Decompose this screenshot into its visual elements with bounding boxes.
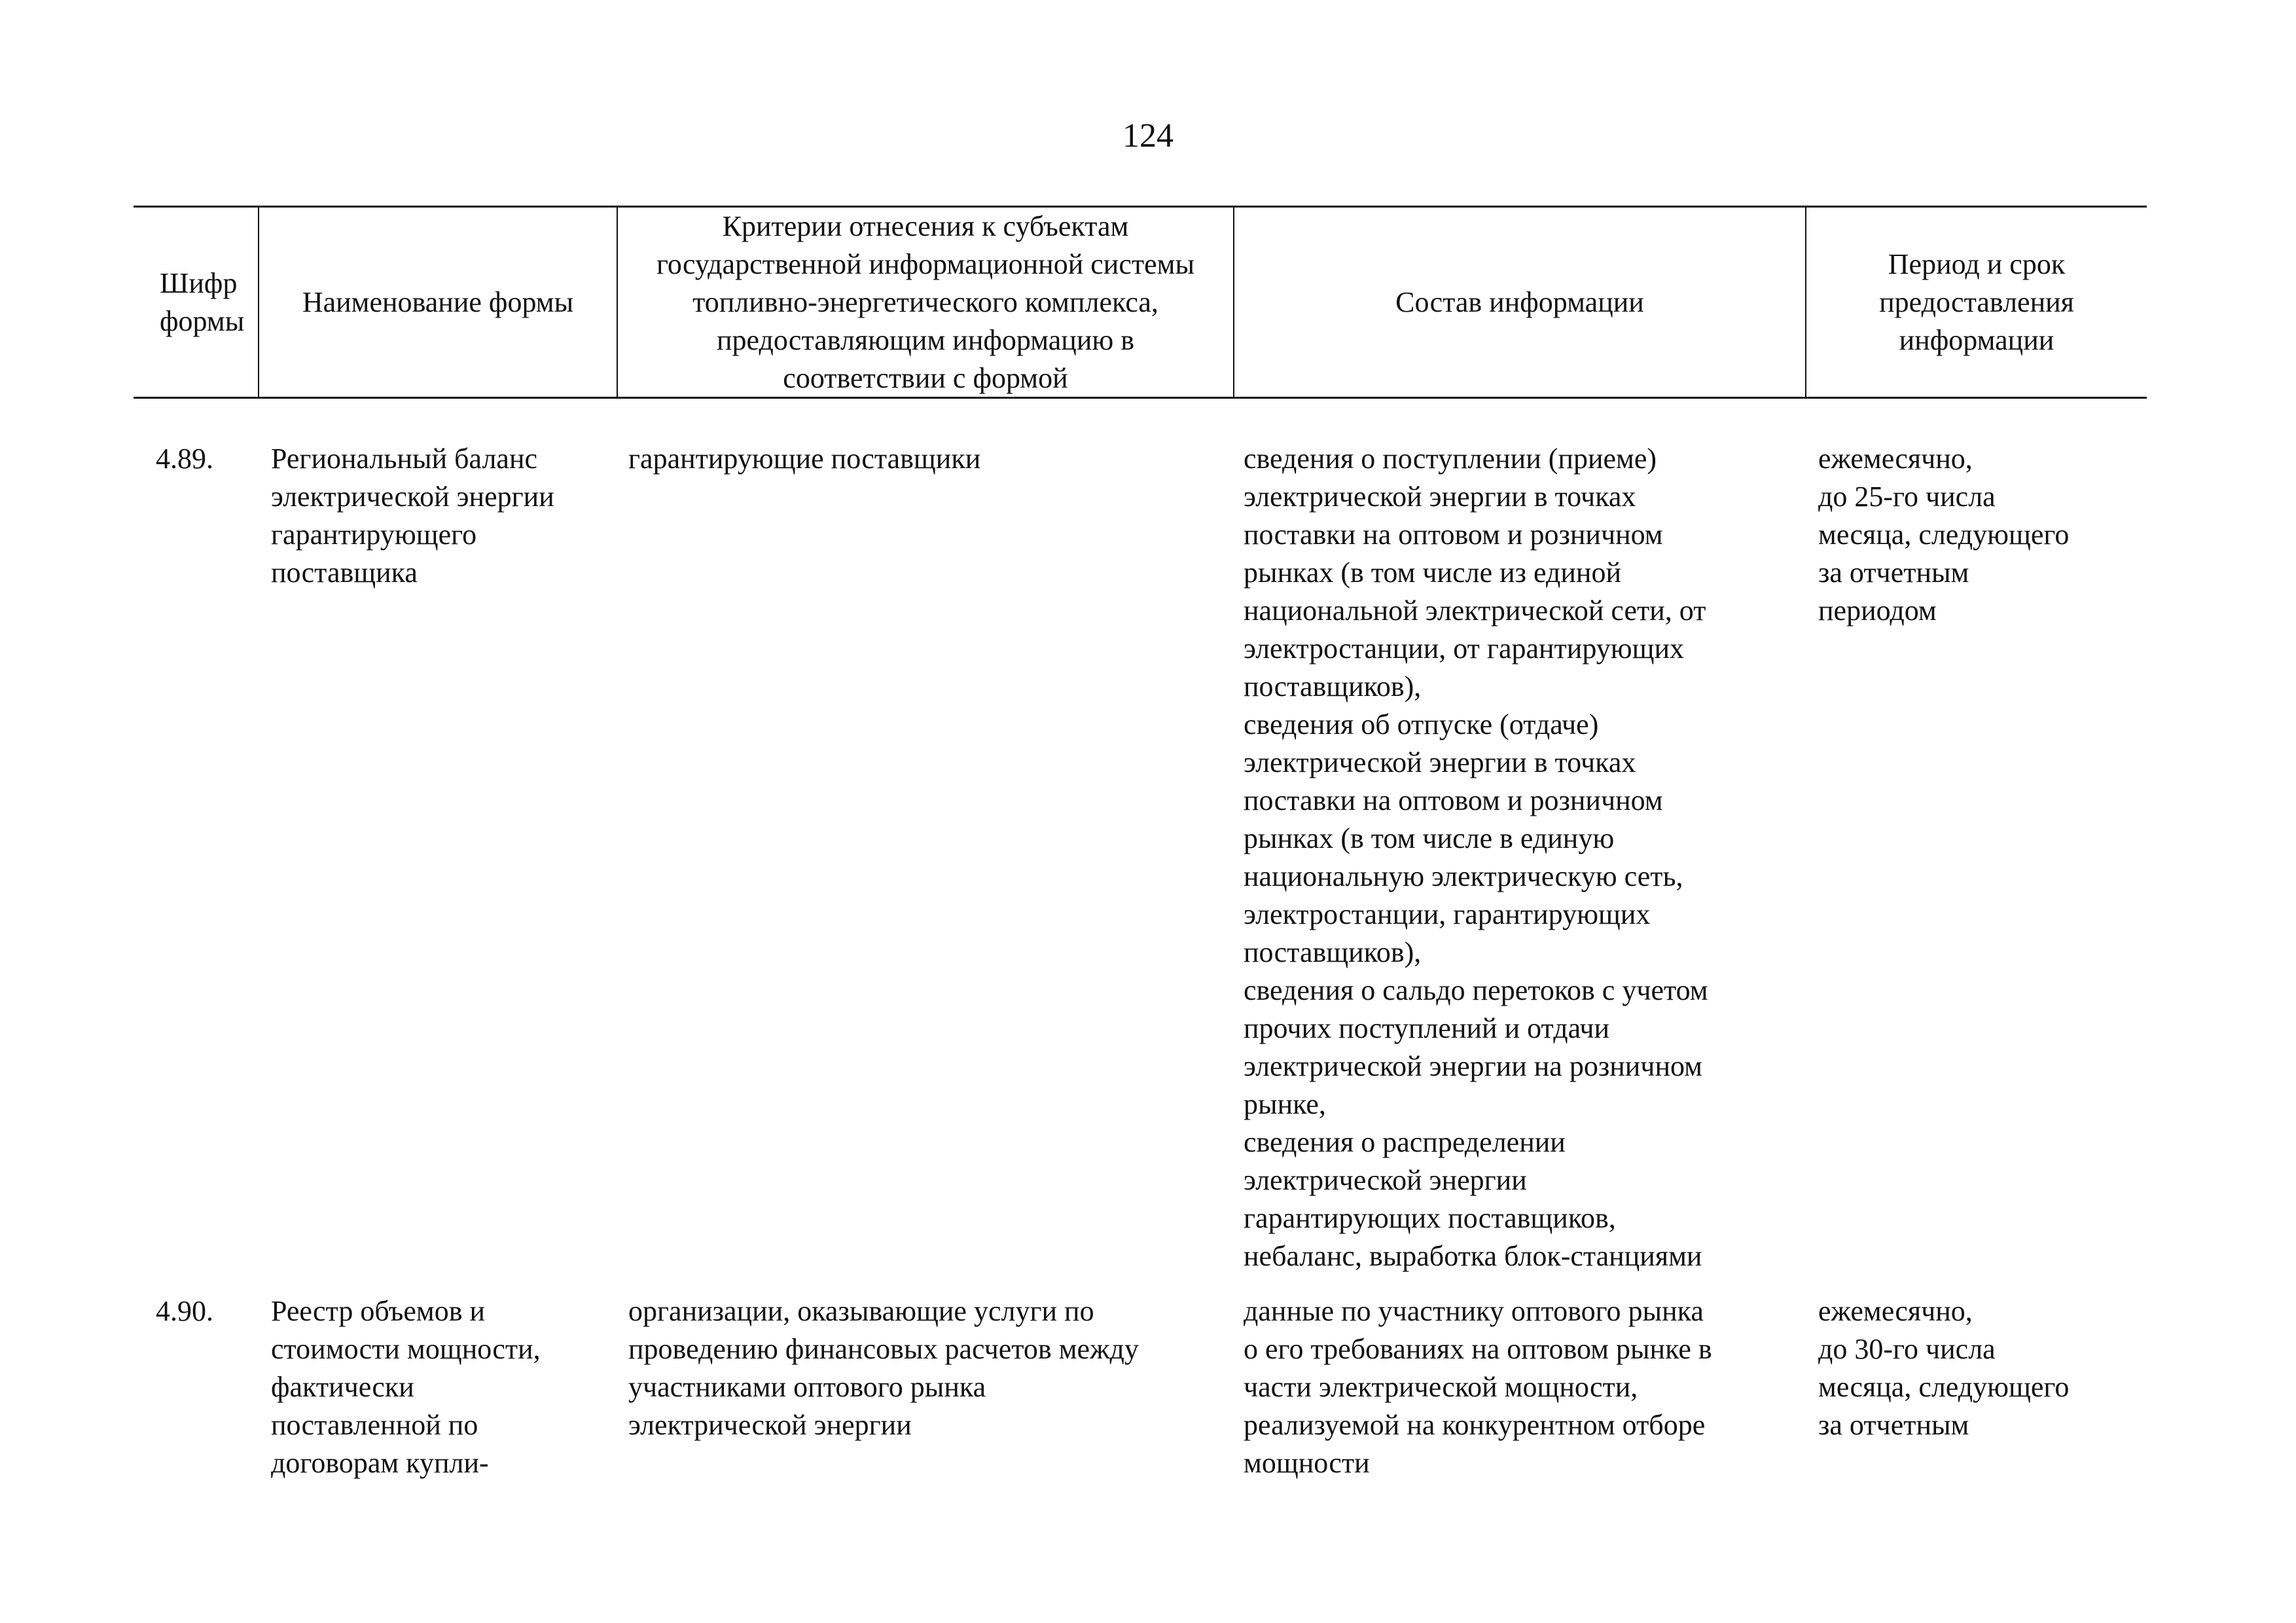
row-content: сведения о поступлении (приеме) электрической энергии в точках поставки на оптовом и розничном рынках (в том числе из единой национальной электрической сети, от электростанции, от гарантирующих поставщиков), сведения об отпуске (отдаче) электрической энергии в точках поставки на оптовом и розничном рынках (в том числе в единую национальную электрическую сеть, электростанции, гарантирующих поставщиков), сведения о сальдо перетоков с учетом прочих поступлений и отдачи электрической энергии на розничном рынке, сведения о распределении электрической энергии гарантирующих поставщиков, небаланс, выработка блок-станциями bbox=[1244, 443, 1708, 1272]
row-code: 4.89. bbox=[156, 443, 213, 475]
header-name: Наименование формы bbox=[302, 285, 574, 318]
row-form-name: Региональный баланс электрической энергии гарантирующего поставщика bbox=[271, 443, 554, 589]
row-criteria: организации, оказывающие услуги по проведению финансовых расчетов между участниками оптового рынка электрической энергии bbox=[628, 1295, 1139, 1441]
header-content: Состав информации bbox=[1395, 285, 1644, 318]
row-criteria: гарантирующие поставщики bbox=[628, 443, 981, 475]
table-header-rule bbox=[134, 397, 2147, 399]
row-code: 4.90. bbox=[156, 1295, 213, 1327]
header-criteria: Критерии отнесения к субъектам государственной информационной системы топливно-энергетического комплекса, предоставляющим информацию в соответствии с формой bbox=[656, 210, 1195, 394]
row-form-name: Реестр объемов и стоимости мощности, фактически поставленной по договорам купли- bbox=[271, 1295, 541, 1479]
row-period: ежемесячно, до 30-го числа месяца, следующего за отчетным bbox=[1818, 1295, 2070, 1441]
page-number: 124 bbox=[1122, 117, 1174, 155]
header-period: Период и срок предоставления информации bbox=[1879, 247, 2074, 356]
row-content: данные по участнику оптового рынка о его требованиях на оптовом рынке в части электрической мощности, реализуемой на конкурентном отборе мощности bbox=[1244, 1295, 1712, 1479]
row-period: ежемесячно, до 25-го числа месяца, следующего за отчетным периодом bbox=[1818, 443, 2070, 627]
header-code: Шифр формы bbox=[160, 266, 245, 337]
